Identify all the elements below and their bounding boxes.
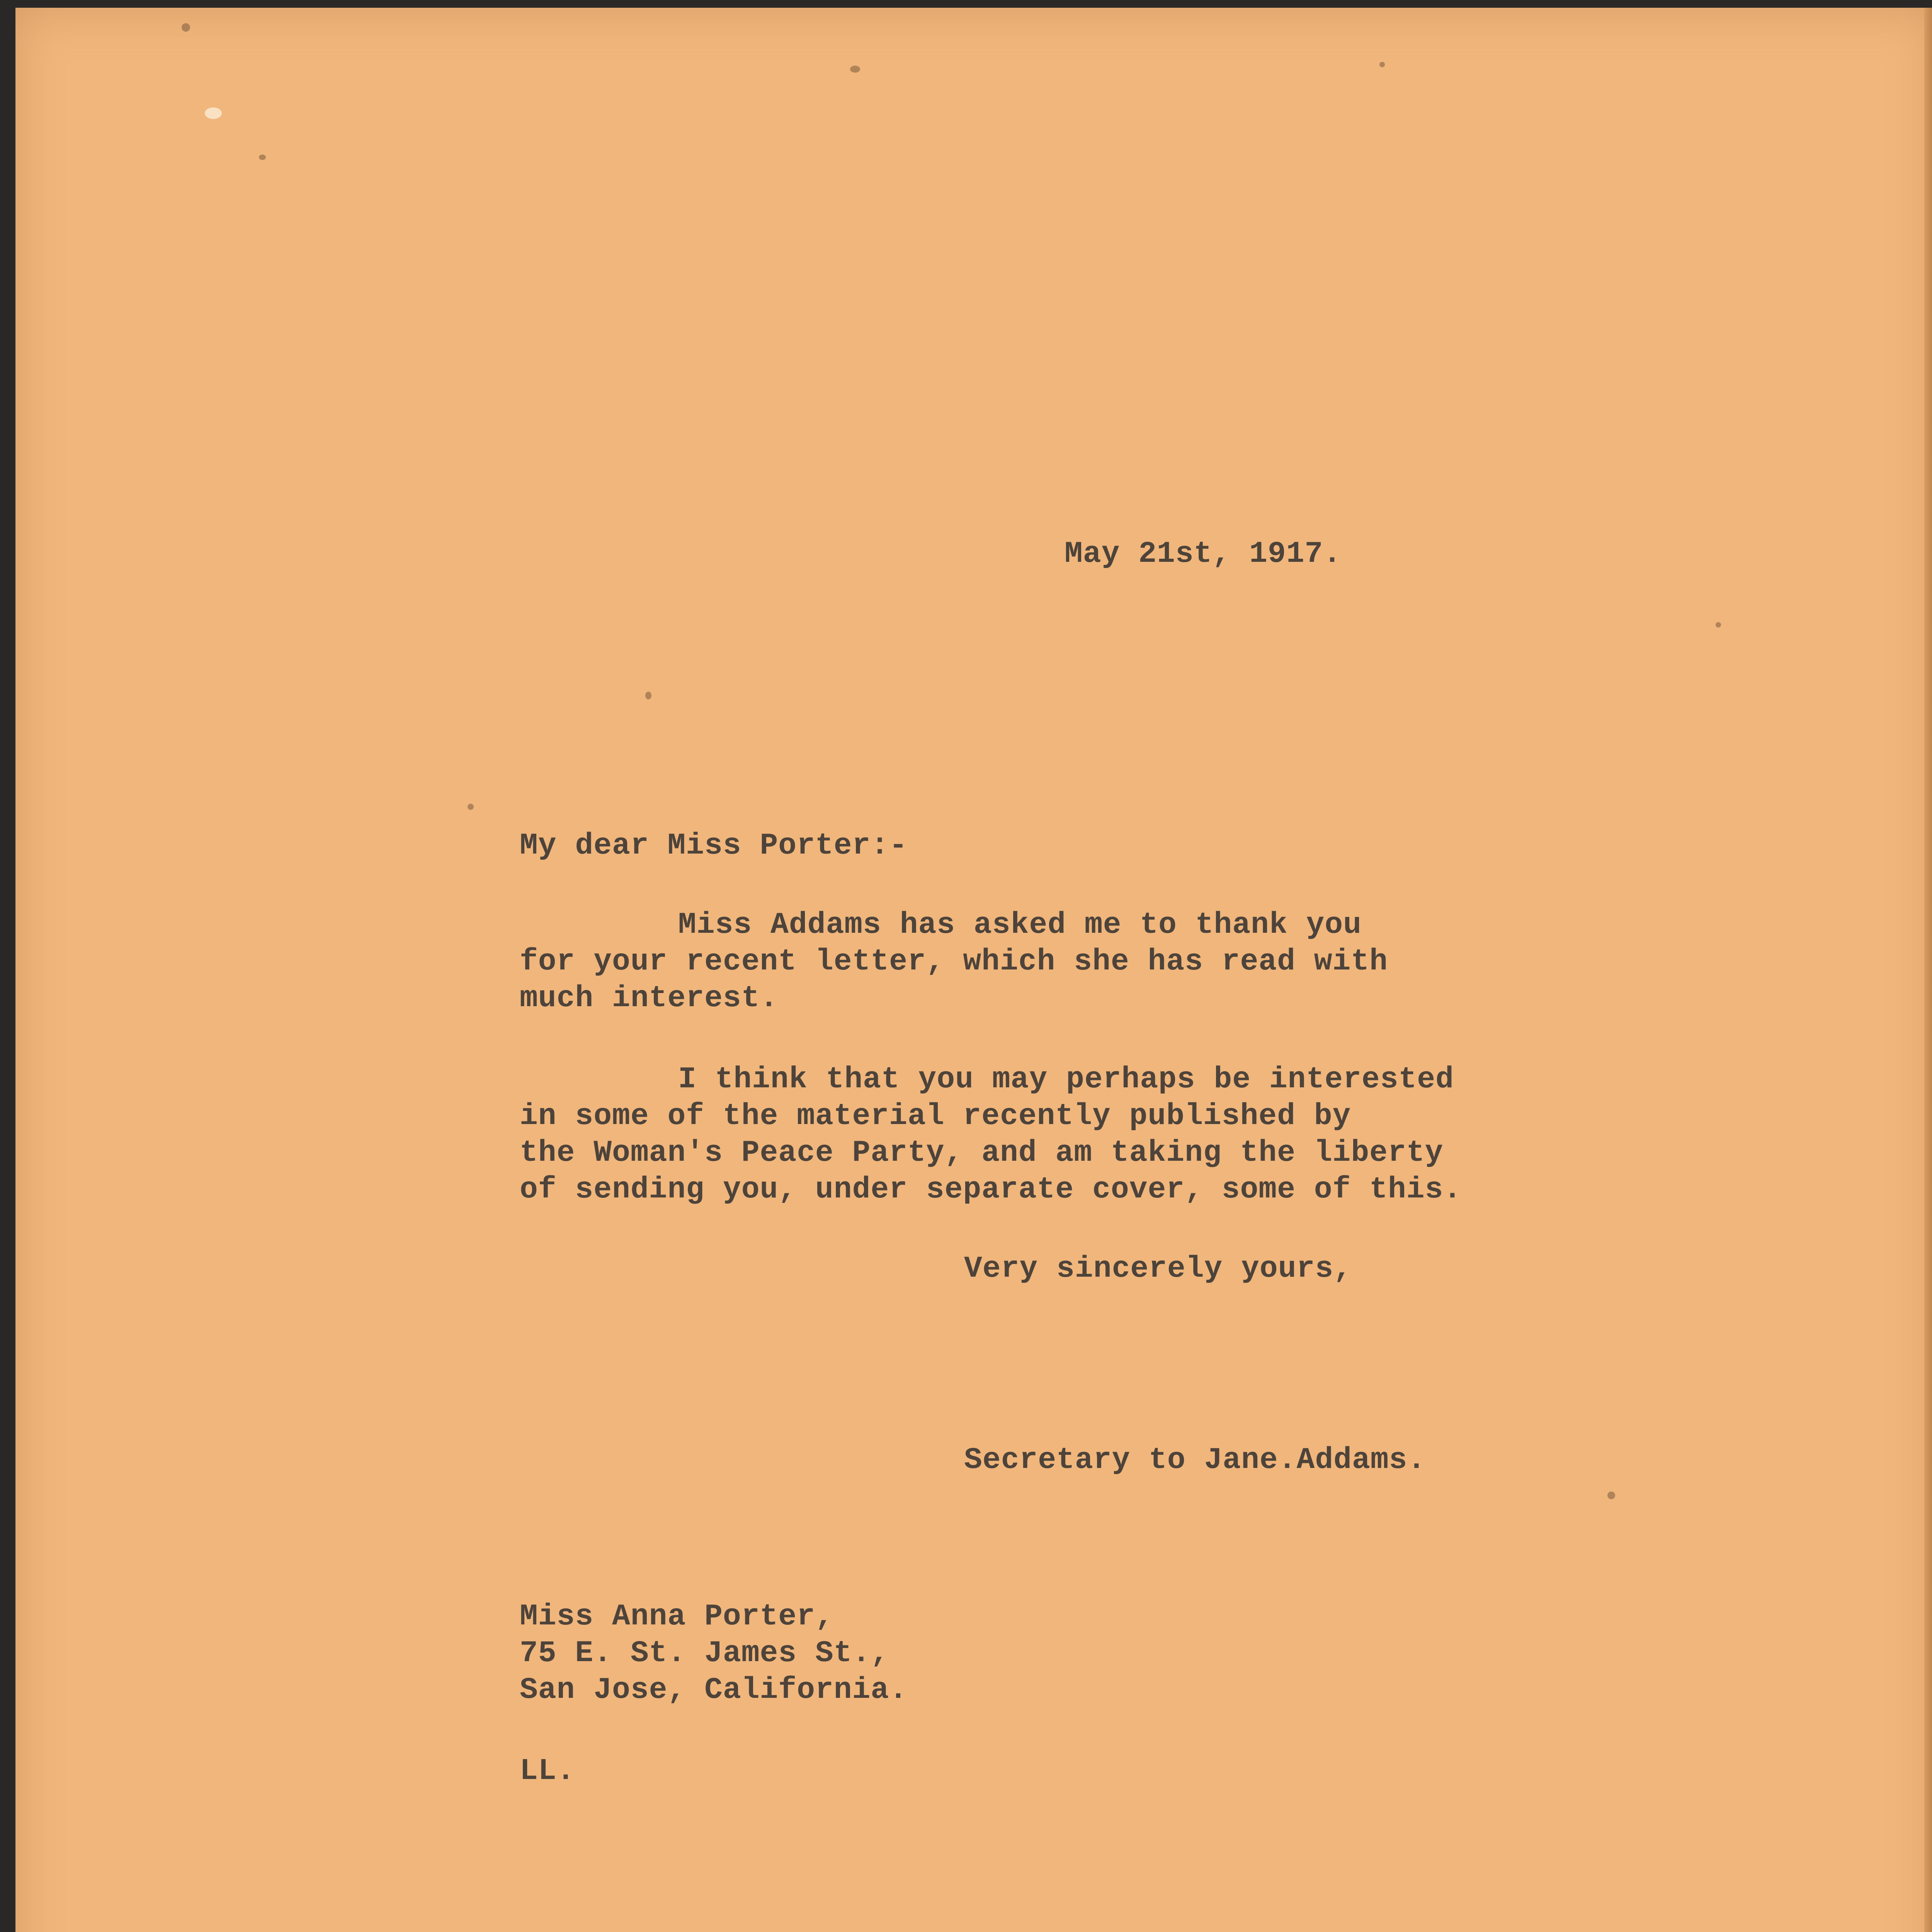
paragraph-2-line-2: in some of the material recently published by [520, 1099, 1351, 1133]
paper-speck [645, 692, 651, 699]
paragraph-1-line-2: for your recent letter, which she has read with [520, 945, 1388, 979]
paper-speck [182, 23, 190, 32]
paper-speck [1716, 622, 1721, 628]
paper-speck [468, 804, 474, 810]
address-line-2: 75 E. St. James St., [520, 1636, 889, 1670]
signature-line: Secretary to Jane.Addams. [964, 1443, 1426, 1477]
address-line-1: Miss Anna Porter, [520, 1600, 834, 1634]
paragraph-2-line-1: I think that you may perhaps be interested [678, 1063, 1454, 1097]
paper-speck [259, 155, 266, 160]
paragraph-2-line-3: the Woman's Peace Party, and am taking the liberty [520, 1136, 1444, 1170]
paper-speck [205, 107, 222, 119]
closing: Very sincerely yours, [964, 1252, 1352, 1286]
typist-initials: LL. [520, 1754, 575, 1788]
paragraph-1-line-1: Miss Addams has asked me to thank you [678, 908, 1362, 942]
paper-speck [1379, 62, 1385, 67]
letter-page [15, 8, 1932, 1932]
paper-speck [1607, 1492, 1615, 1499]
paragraph-2-line-4: of sending you, under separate cover, some of this. [520, 1173, 1462, 1207]
page-edge [1924, 8, 1932, 1932]
paragraph-1-line-3: much interest. [520, 981, 779, 1015]
address-line-3: San Jose, California. [520, 1673, 908, 1707]
salutation: My dear Miss Porter:- [520, 829, 908, 863]
paper-speck [850, 66, 860, 73]
letter-date: May 21st, 1917. [1065, 537, 1342, 571]
